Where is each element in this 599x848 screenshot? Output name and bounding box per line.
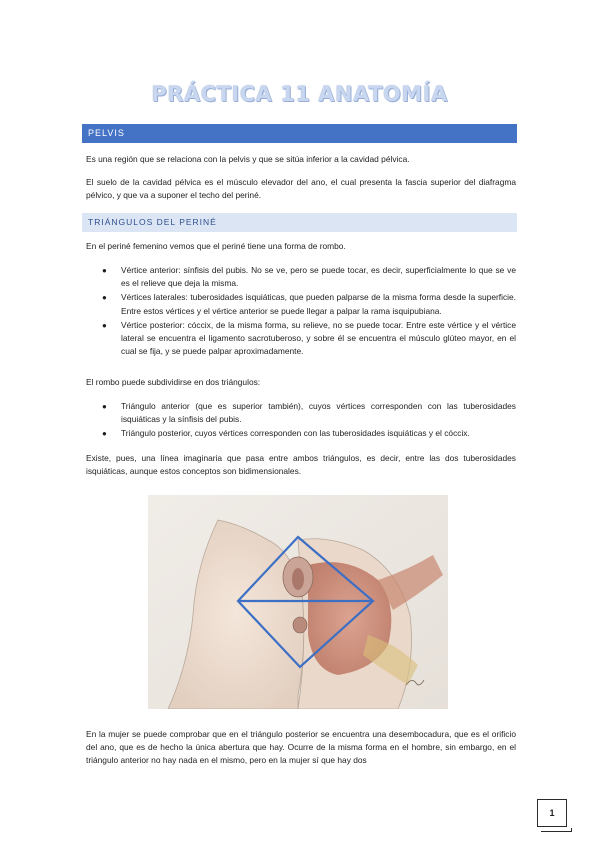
triangulos-list [86,400,516,441]
list-item-text: Triángulo posterior, cuyos vértices corresponden con las tuberosidades isquiáticas y el cóccix. [121,428,470,439]
section-header-pelvis: PELVIS [82,124,517,143]
list-item [86,264,516,291]
page-number: 1 [537,799,567,827]
bullet-icon: ● [102,402,107,411]
closing-paragraph: En la mujer se puede comprobar que en el triángulo posterior se encuentra una desembocadura, que es el orificio del ano, que es de hecho la única abertura que hay. Ocurre de la misma forma en el hombre, sin embargo, en el triángulo anterior no hay nada en el mismo, pero en la mujer sí que hay dos [86,729,516,766]
subsection-header-triangulos: TRIÁNGULOS DEL PERINÉ [82,213,517,232]
perine-illustration [148,495,448,709]
perine-drawing [148,495,448,709]
intro-paragraph-2: El suelo de la cavidad pélvica es el músculo elevador del ano, el cual presenta la fascia superior del diafragma pélvico, y que va a suponer el techo del periné. [86,177,516,201]
bullet-icon: ● [102,429,107,439]
list-item-text: Vértices laterales: tuberosidades isquiáticas, que pueden palparse de la misma forma desde la superficie. Entre estos vértices y el vértice anterior se puede llegar a palpar la rama isquipubiana. [121,292,516,316]
list-item [86,427,516,440]
bullet-icon: ● [102,293,107,303]
list-item [86,319,516,359]
list-item-text: Triángulo anterior (que es superior también), cuyos vértices corresponden con las tuberosidades isquiáticas y la sínfisis del pubis. [121,401,516,425]
page-title: PRÁCTICA 11 ANATOMÍA [151,82,448,106]
list-item-text: Vértice posterior: cóccix, de la misma forma, su relieve, no se puede tocar. Entre este vértice y el vértice lateral se encuentra el ligamento sacrotuberoso, y sobre él se encuentra el músculo glúteo mayor, en el cual se fija, y se puede palpar aproximadamente. [121,319,516,357]
list-item [86,400,516,427]
intro-paragraph-1: Es una región que se relaciona con la pelvis y que se sitúa inferior a la cavidad pélvica. [86,154,410,164]
linea-imaginaria-paragraph: Existe, pues, una línea imaginaria que pasa entre ambos triángulos, es decir, entre las dos tuberosidades isquiáticas, aunque estos conceptos son bidimensionales. [86,453,516,477]
rombo-intro-paragraph: El rombo puede subdividirse en dos triángulos: [86,377,261,387]
list-item-text: Vértice anterior: sínfisis del pubis. No se ve, pero se puede tocar, es decir, superficialmente lo que se ve es el relieve que deja la misma. [121,265,516,289]
list-item [86,291,516,318]
bullet-icon: ● [102,266,107,275]
vertices-list [86,264,516,359]
perine-intro-paragraph: En el periné femenino vemos que el periné tiene una forma de rombo. [86,241,346,251]
bullet-icon: ● [102,320,107,330]
